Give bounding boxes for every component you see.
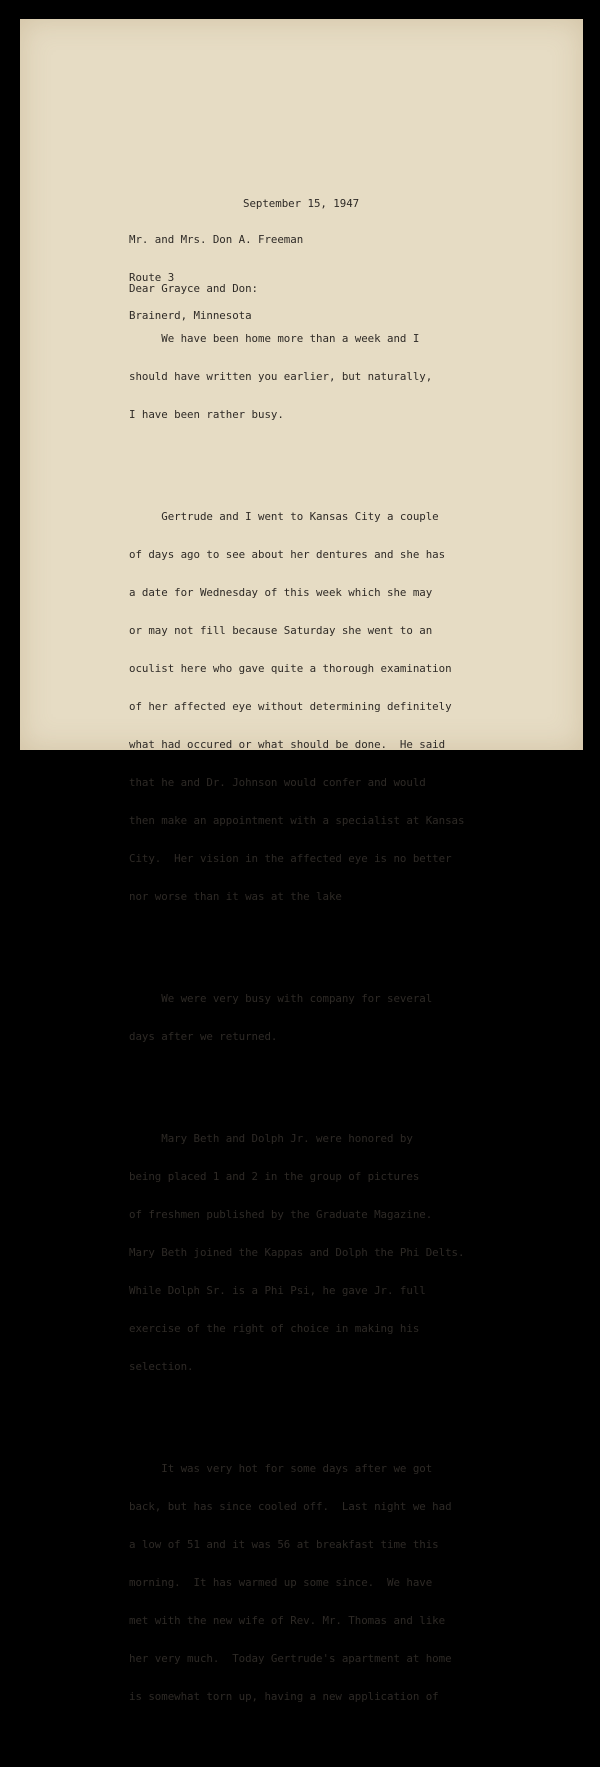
body-line: While Dolph Sr. is a Phi Psi, he gave Jr. full xyxy=(129,1284,426,1297)
letter-page xyxy=(20,19,583,1703)
body-line: exercise of the right of choice in making his xyxy=(129,1322,420,1335)
body-line: I have been rather busy. xyxy=(129,408,284,421)
body-line: Mary Beth joined the Kappas and Dolph the Phi Delts. xyxy=(129,1246,465,1259)
body-line: is somewhat torn up, having a new application of xyxy=(129,1690,439,1703)
body-line: City. Her vision in the affected eye is no better xyxy=(129,852,452,865)
paragraph-1 xyxy=(129,307,464,447)
address-line: Mr. and Mrs. Don A. Freeman xyxy=(129,233,304,246)
paragraph-5 xyxy=(129,1437,464,1729)
address-line: Brainerd, Minnesota xyxy=(129,309,252,322)
body-line: what had occured or what should be done. He said xyxy=(129,738,446,751)
body-line: oculist here who gave quite a thorough examination xyxy=(129,662,452,675)
body-line: We have been home more than a week and I xyxy=(129,332,420,345)
body-line: of days ago to see about her dentures and she has xyxy=(129,548,446,561)
body-line: of her affected eye without determining definitely xyxy=(129,700,452,713)
body-line: then make an appointment with a specialist at Kansas xyxy=(129,814,465,827)
body-line: selection. xyxy=(129,1360,194,1373)
paragraph-2 xyxy=(129,485,464,929)
body-line: or may not fill because Saturday she went to an xyxy=(129,624,433,637)
body-line: nor worse than it was at the lake xyxy=(129,890,342,903)
body-line: Gertrude and I went to Kansas City a couple xyxy=(129,510,439,523)
body-line: a low of 51 and it was 56 at breakfast time this xyxy=(129,1538,439,1551)
body-line: It was very hot for some days after we got xyxy=(129,1462,433,1475)
body-line: morning. It has warmed up some since. We have xyxy=(129,1576,433,1589)
body-line: back, but has since cooled off. Last night we had xyxy=(129,1500,452,1513)
paragraph-3 xyxy=(129,967,464,1069)
body-line: We were very busy with company for several xyxy=(129,992,433,1005)
date-line: September 15, 1947 xyxy=(243,197,360,210)
letter-body xyxy=(129,281,464,1767)
body-line: days after we returned. xyxy=(129,1030,278,1043)
address-line: Route 3 xyxy=(129,271,175,284)
body-line: should have written you earlier, but naturally, xyxy=(129,370,433,383)
body-line: being placed 1 and 2 in the group of pictures xyxy=(129,1170,420,1183)
paragraph-4 xyxy=(129,1107,464,1399)
body-line: of freshmen published by the Graduate Magazine. xyxy=(129,1208,433,1221)
body-line: that he and Dr. Johnson would confer and would xyxy=(129,776,426,789)
body-line: Mary Beth and Dolph Jr. were honored by xyxy=(129,1132,413,1145)
salutation-line: Dear Grayce and Don: xyxy=(129,282,259,295)
body-line: her very much. Today Gertrude's apartment at home xyxy=(129,1652,452,1665)
body-line: a date for Wednesday of this week which she may xyxy=(129,586,433,599)
body-line: met with the new wife of Rev. Mr. Thomas and like xyxy=(129,1614,446,1627)
